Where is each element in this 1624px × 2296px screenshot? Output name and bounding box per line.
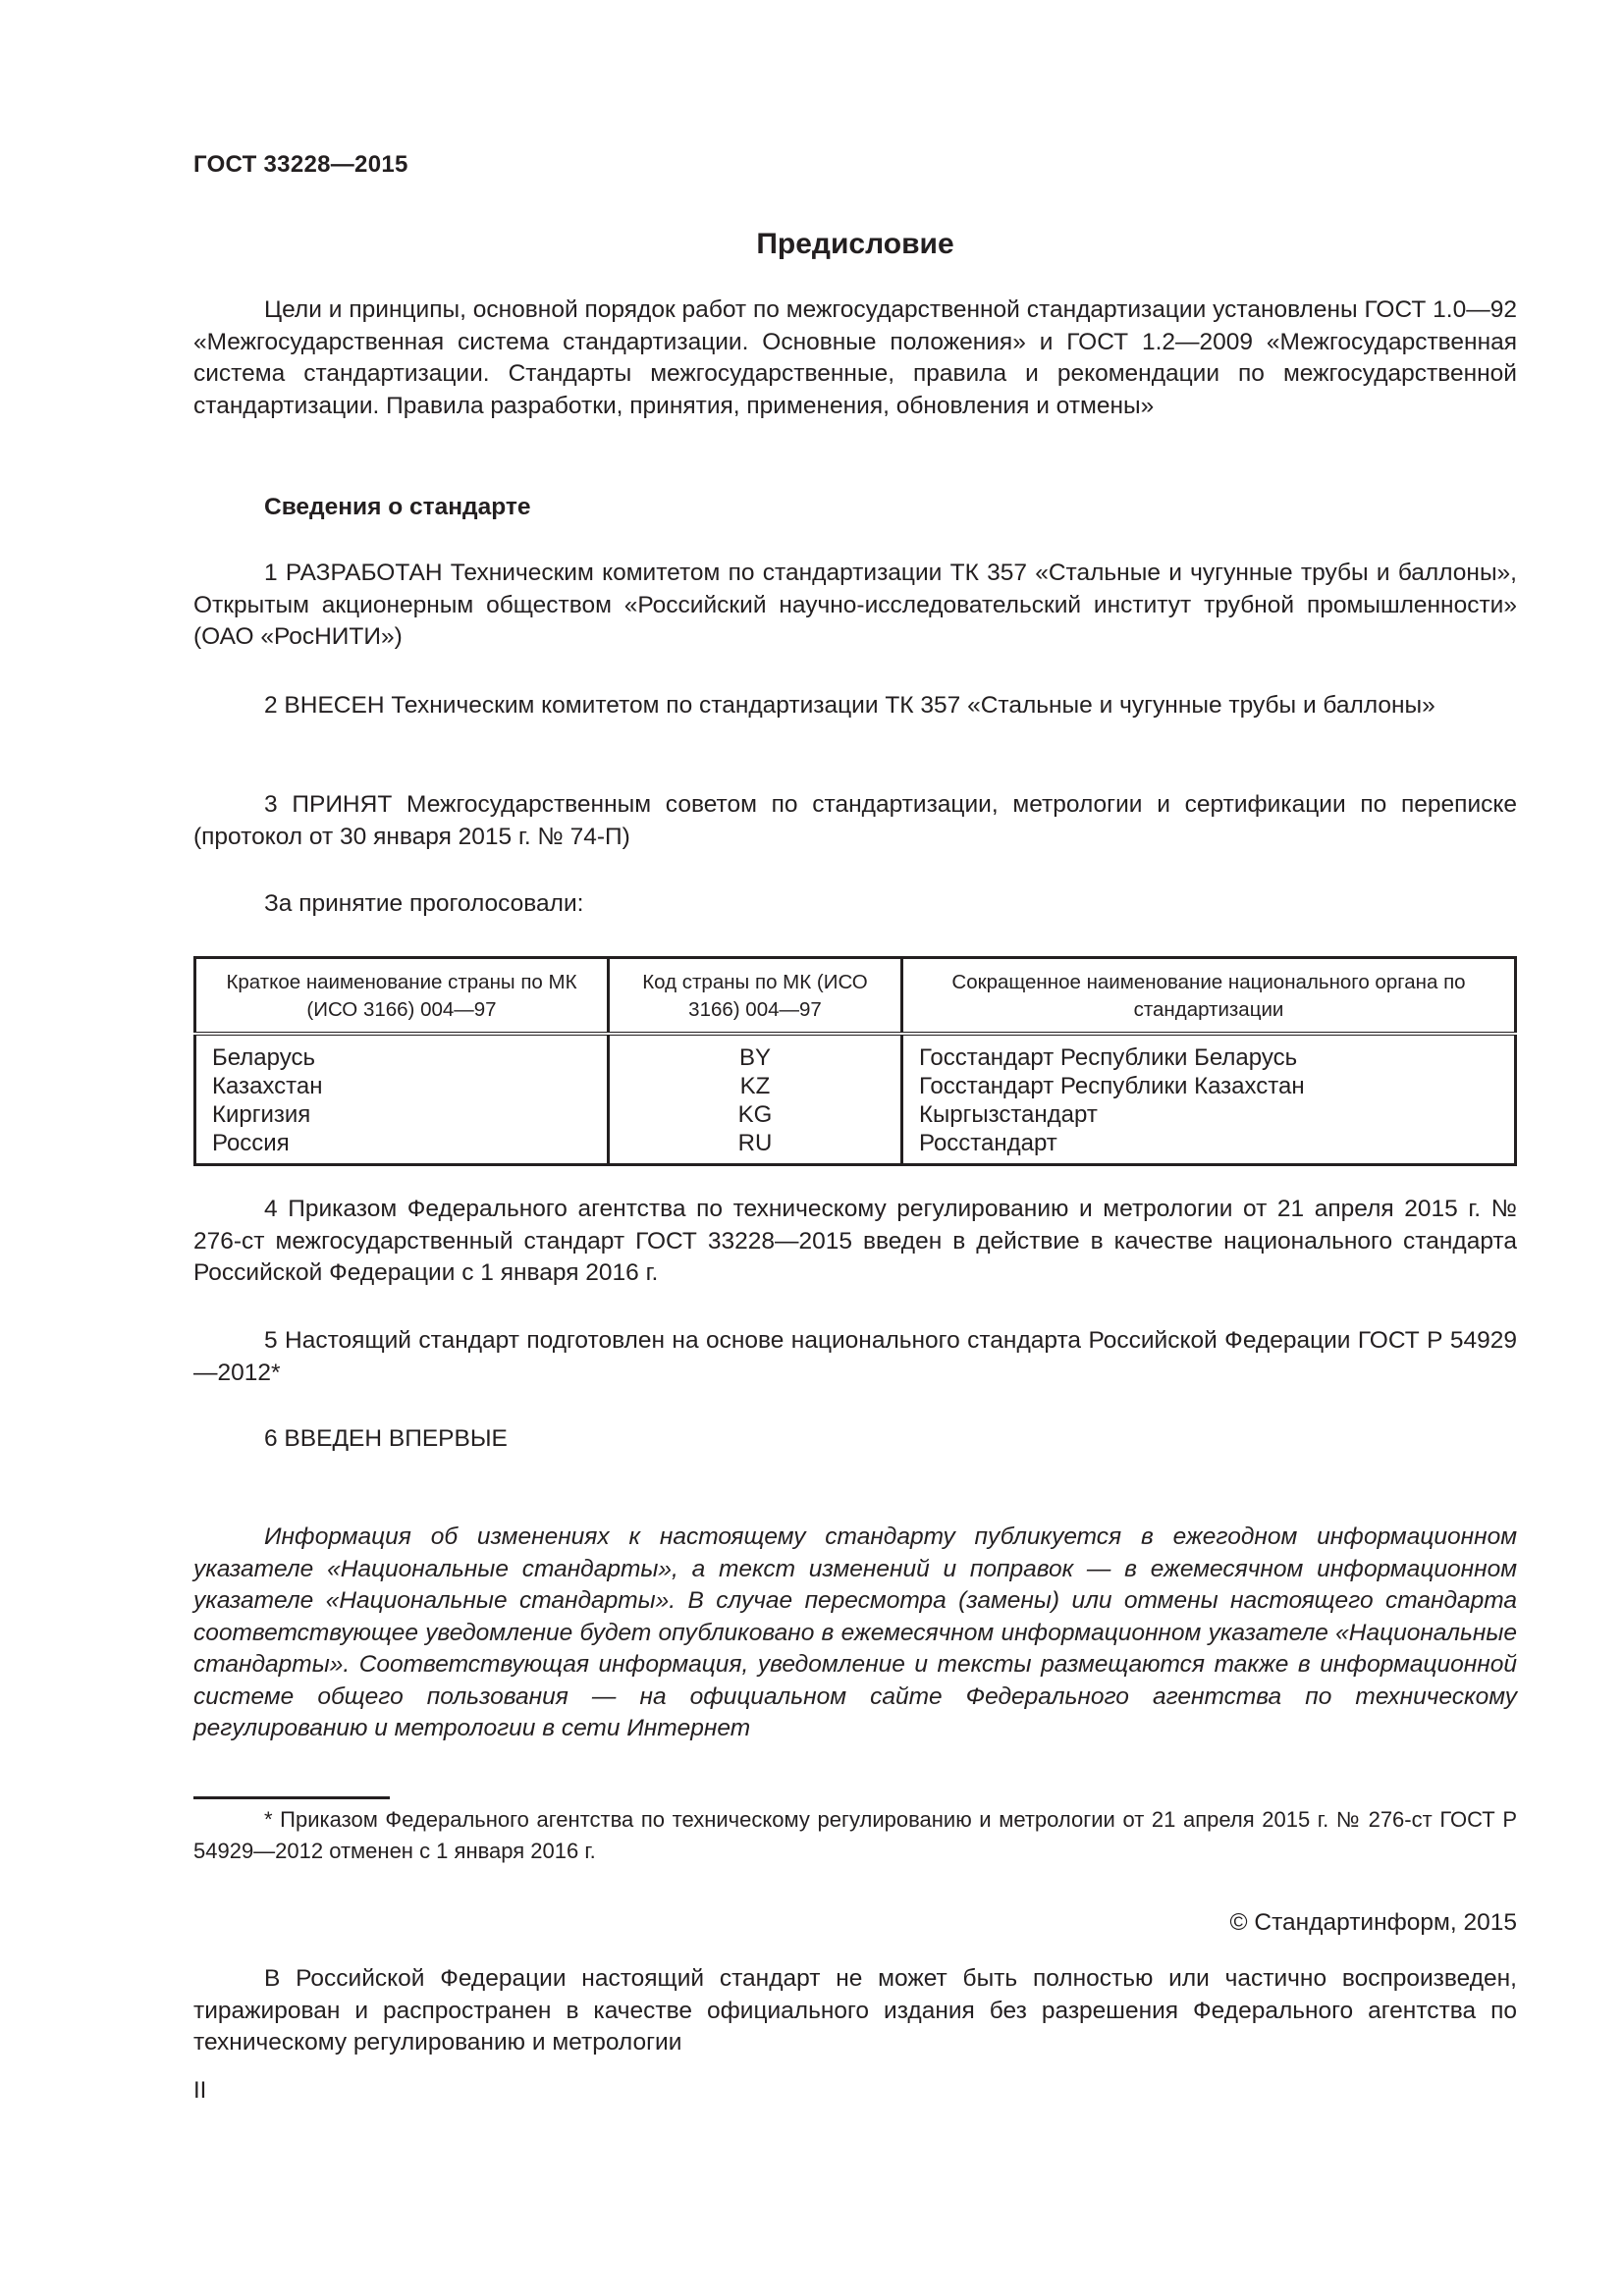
intro-paragraph: Цели и принципы, основной порядок работ по межгосударственной стандартизации установлены ГОСТ 1.0—92 «Межгосударственная система стандартизации. Основные положения» и ГОСТ 1.2—2009 «Межгосударственная система стандартизации. Стандарты межгосударственные, правила и рекомендации по межгосударственной стандартизации. Правила разработки, принятия, применения, обновления и отмены» xyxy=(193,296,1517,419)
body-column xyxy=(902,1034,1516,1165)
body-cell: Кыргызстандарт xyxy=(919,1101,1098,1128)
reproduction-notice: В Российской Федерации настоящий стандарт не может быть полностью или частично воспроизведен, тиражирован и распространен в качестве официального издания без разрешения Федерального агентства по техническому регулированию и метрологии xyxy=(193,1965,1517,2056)
copyright: © Стандартинформ, 2015 xyxy=(1229,1909,1517,1936)
country-cell: Россия xyxy=(212,1130,290,1156)
country-cell: Казахстан xyxy=(212,1073,323,1099)
header-body: Сокращенное наименование национального органа по стандартизации xyxy=(902,958,1516,1035)
section-heading: Сведения о стандарте xyxy=(264,494,531,520)
body-cell: Госстандарт Республики Беларусь xyxy=(919,1044,1298,1071)
code-cell: BY xyxy=(738,1044,771,1071)
votes-label: За принятие проголосовали: xyxy=(264,890,584,917)
country-cell: Беларусь xyxy=(212,1044,315,1071)
body-cell: Росстандарт xyxy=(919,1130,1057,1156)
code-column xyxy=(609,1034,902,1165)
item-6: 6 ВВЕДЕН ВПЕРВЫЕ xyxy=(264,1425,508,1452)
votes-table xyxy=(193,956,1517,1166)
page-title: Предисловие xyxy=(756,228,954,260)
item-5: 5 Настоящий стандарт подготовлен на основе национального стандарта Российской Федерации ГОСТ Р 54929—2012* xyxy=(193,1327,1517,1386)
code-cell: KG xyxy=(737,1101,773,1128)
country-cell: Киргизия xyxy=(212,1101,311,1128)
body-cell: Госстандарт Республики Казахстан xyxy=(919,1073,1305,1099)
item-3: 3 ПРИНЯТ Межгосударственным советом по стандартизации, метрологии и сертификации по переписке (протокол от 30 января 2015 г. № 74-П) xyxy=(193,791,1517,850)
item-1: 1 РАЗРАБОТАН Техническим комитетом по стандартизации ТК 357 «Стальные и чугунные трубы и баллоны», Открытым акционерным обществом «Российский научно-исследовательский институт трубной промышленности» (ОАО «РосНИТИ») xyxy=(193,560,1517,650)
document-code: ГОСТ 33228—2015 xyxy=(193,151,408,178)
footnote-divider xyxy=(193,1796,390,1799)
country-column xyxy=(195,1034,609,1165)
footnote: * Приказом Федерального агентства по техническому регулированию и метрологии от 21 апреля 2015 г. № 276-ст ГОСТ Р 54929—2012 отменен с 1 января 2016 г. xyxy=(193,1807,1517,1863)
table-row xyxy=(195,1034,1516,1165)
item-2: 2 ВНЕСЕН Техническим комитетом по стандартизации ТК 357 «Стальные и чугунные трубы и баллоны» xyxy=(264,692,1435,719)
page-number: II xyxy=(193,2077,207,2104)
item-4: 4 Приказом Федерального агентства по техническому регулированию и метрологии от 21 апреля 2015 г. № 276-ст межгосударственный стандарт ГОСТ 33228—2015 введен в действие в качестве национального стандарта Российской Федерации с 1 января 2016 г. xyxy=(193,1196,1517,1286)
table-header-row xyxy=(195,958,1516,1035)
header-code: Код страны по МК (ИСО 3166) 004—97 xyxy=(609,958,902,1035)
header-country: Краткое наименование страны по МК (ИСО 3166) 004—97 xyxy=(195,958,609,1035)
code-cell: KZ xyxy=(739,1073,771,1099)
code-cell: RU xyxy=(737,1130,773,1156)
info-notice: Информация об изменениях к настоящему стандарту публикуется в ежегодном информационном указателе «Национальные стандарты», а текст изменений и поправок — в ежемесячном информационном указателе «Национальные стандарты». В случае пересмотра (замены) или отмены настоящего стандарта соответствующее уведомление будет опубликовано в ежемесячном информационном указателе «Национальные стандарты». Соответствующая информация, уведомление и тексты размещаются также в информационной системе общего пользования — на официальном сайте Федерального агентства по техническому регулированию и метрологии в сети Интернет xyxy=(193,1523,1517,1741)
